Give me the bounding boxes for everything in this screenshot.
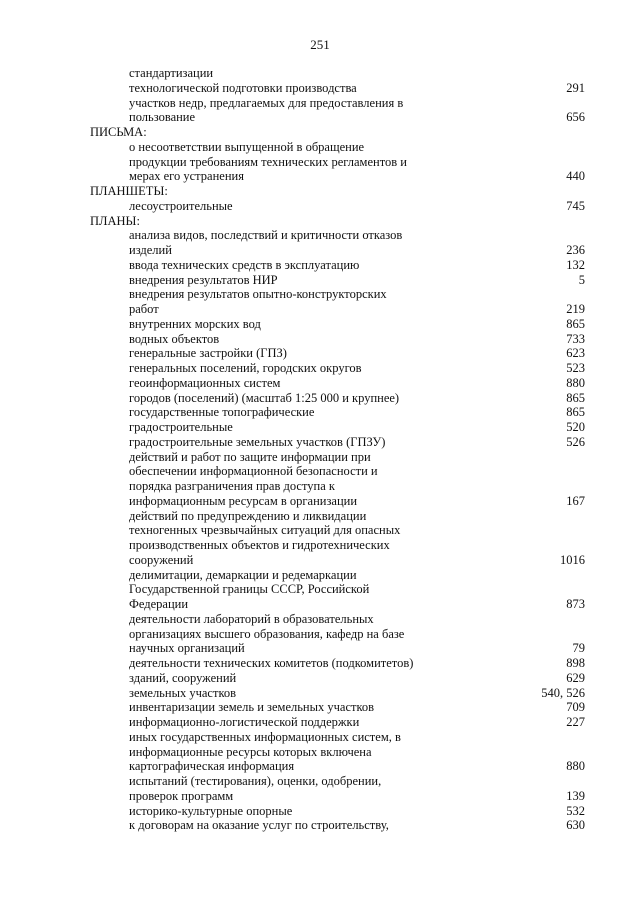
entry-page-number: 291: [566, 80, 585, 95]
entry-page-number: 5: [578, 272, 585, 287]
index-entry: [90, 582, 585, 597]
entry-text: инвентаризации земель и земельных участков: [129, 700, 375, 715]
entry-text: зданий, сооружений: [129, 670, 237, 685]
entry-text: деятельности лабораторий в образовательных: [129, 611, 374, 626]
entry-page-number: 540, 526: [541, 685, 585, 700]
index-list: [90, 66, 585, 833]
index-entry: [90, 346, 585, 361]
index-entry: [90, 553, 585, 568]
entry-page-number: 227: [566, 715, 585, 729]
entry-page-number: 880: [566, 375, 585, 390]
entry-text: лесоустроительные: [129, 198, 233, 213]
index-entry: [90, 405, 585, 420]
index-entry: [90, 169, 585, 184]
entry-text: деятельности технических комитетов (подкомитетов): [129, 656, 414, 670]
entry-page-number: 630: [566, 818, 585, 833]
entry-page-number: 520: [566, 420, 585, 434]
entry-page-number: 865: [566, 316, 585, 331]
index-entry: [90, 140, 585, 155]
entry-text: Государственной границы СССР, Российской: [129, 582, 370, 597]
entry-page-number: 629: [566, 670, 585, 685]
index-entry: [90, 479, 585, 494]
index-entry: [90, 273, 585, 288]
entry-text: порядка разграничения прав доступа к: [129, 479, 335, 493]
entry-text: информационным ресурсам в организации: [129, 493, 358, 508]
entry-text: работ: [129, 302, 159, 316]
entry-text: делимитации, демаркации и редемаркации: [129, 567, 357, 582]
index-entry: [90, 96, 585, 111]
index-entry: [90, 228, 585, 243]
entry-text: организациях высшего образования, кафедр на базе: [129, 626, 405, 641]
index-entry: [90, 66, 585, 81]
entry-text: городов (поселений) (масштаб 1:25 000 и крупнее): [129, 390, 400, 405]
index-entry: [90, 420, 585, 435]
index-entry: [90, 287, 585, 302]
entry-text: ПЛАНЫ:: [90, 213, 140, 228]
entry-text: техногенных чрезвычайных ситуаций для опасных: [129, 523, 401, 538]
index-entry: [90, 391, 585, 406]
entry-text: изделий: [129, 243, 172, 257]
index-entry: [90, 464, 585, 479]
entry-text: технологической подготовки производства: [129, 80, 357, 95]
index-heading: [90, 214, 585, 229]
entry-text: анализа видов, последствий и критичности отказов: [129, 228, 403, 243]
entry-page-number: 709: [566, 700, 585, 715]
index-entry: [90, 258, 585, 273]
entry-text: действий по предупреждению и ликвидации: [129, 508, 367, 523]
entry-page-number: 532: [566, 803, 585, 818]
index-entry: [90, 700, 585, 715]
entry-page-number: 219: [566, 302, 585, 316]
index-entry: [90, 641, 585, 656]
index-entry: [90, 361, 585, 376]
entry-text: ПЛАНШЕТЫ:: [90, 184, 168, 198]
entry-page-number: 236: [566, 243, 585, 257]
page-number: 251: [310, 37, 330, 52]
entry-text: геоинформационных систем: [129, 375, 281, 390]
index-entry: [90, 818, 585, 833]
entry-page-number: 656: [566, 110, 585, 125]
entry-page-number: 745: [566, 198, 585, 213]
index-entry: [90, 656, 585, 671]
index-entry: [90, 804, 585, 819]
index-entry: [90, 81, 585, 96]
entry-page-number: 880: [566, 759, 585, 774]
entry-text: информационные ресурсы которых включена: [129, 744, 372, 759]
entry-text: водных объектов: [129, 331, 220, 346]
entry-text: о несоответствии выпущенной в обращение: [129, 139, 365, 154]
entry-text: производственных объектов и гидротехнических: [129, 538, 390, 552]
entry-text: внедрения результатов НИР: [129, 272, 278, 287]
index-entry: [90, 199, 585, 214]
entry-page-number: 440: [566, 169, 585, 184]
entry-text: историко-культурные опорные: [129, 803, 293, 818]
index-entry: [90, 450, 585, 465]
index-entry: [90, 523, 585, 538]
index-entry: [90, 317, 585, 332]
entry-page-number: 873: [566, 597, 585, 611]
index-entry: [90, 774, 585, 789]
index-entry: [90, 671, 585, 686]
entry-page-number: 623: [566, 346, 585, 361]
index-heading: [90, 125, 585, 140]
entry-text: градостроительные: [129, 420, 233, 434]
entry-page-number: 132: [566, 257, 585, 272]
index-entry: [90, 155, 585, 170]
entry-page-number: 865: [566, 405, 585, 420]
entry-text: научных организаций: [129, 641, 245, 656]
entry-text: действий и работ по защите информации при: [129, 449, 371, 464]
entry-text: ПИСЬМА:: [90, 125, 147, 139]
entry-text: участков недр, предлагаемых для предоставления в: [129, 95, 404, 110]
entry-text: Федерации: [129, 597, 189, 611]
entry-text: испытаний (тестирования), оценки, одобрении,: [129, 774, 382, 788]
entry-page-number: 733: [566, 331, 585, 346]
entry-page-number: 79: [572, 641, 585, 656]
entry-page-number: 898: [566, 656, 585, 670]
entry-text: градостроительные земельных участков (ГПЗУ): [129, 434, 386, 449]
entry-text: генеральные застройки (ГПЗ): [129, 346, 287, 361]
entry-text: мерах его устранения: [129, 169, 244, 184]
entry-text: стандартизации: [129, 66, 214, 80]
entry-text: иных государственных информационных систем, в: [129, 729, 401, 744]
index-entry: [90, 686, 585, 701]
entry-text: к договорам на оказание услуг по строительству,: [129, 818, 389, 833]
index-entry: [90, 627, 585, 642]
index-entry: [90, 332, 585, 347]
entry-text: сооружений: [129, 552, 194, 567]
index-entry: [90, 376, 585, 391]
entry-text: ввода технических средств в эксплуатацию: [129, 257, 360, 272]
entry-page-number: 1016: [560, 552, 585, 567]
index-entry: [90, 494, 585, 509]
entry-text: продукции требованиям технических регламентов и: [129, 154, 407, 169]
entry-page-number: 865: [566, 390, 585, 405]
entry-page-number: 139: [566, 788, 585, 803]
index-entry: [90, 243, 585, 258]
entry-text: внутренних морских вод: [129, 316, 261, 331]
entry-text: земельных участков: [129, 685, 237, 700]
index-entry: [90, 435, 585, 450]
entry-page-number: 523: [566, 361, 585, 375]
entry-text: внедрения результатов опытно-конструкторских: [129, 287, 387, 302]
index-heading: [90, 184, 585, 199]
index-entry: [90, 110, 585, 125]
entry-text: проверок программ: [129, 788, 234, 803]
entry-text: информационно-логистической поддержки: [129, 715, 360, 729]
entry-text: картографическая информация: [129, 759, 295, 774]
entry-text: обеспечении информационной безопасности и: [129, 464, 378, 479]
entry-page-number: 167: [566, 493, 585, 508]
index-entry: [90, 568, 585, 583]
entry-text: пользование: [129, 110, 196, 125]
entry-text: государственные топографические: [129, 405, 315, 420]
index-entry: [90, 538, 585, 553]
index-entry: [90, 745, 585, 760]
index-entry: [90, 789, 585, 804]
index-entry: [90, 759, 585, 774]
index-entry: [90, 597, 585, 612]
entry-page-number: 526: [566, 434, 585, 449]
index-entry: [90, 509, 585, 524]
index-entry: [90, 730, 585, 745]
index-entry: [90, 715, 585, 730]
entry-text: генеральных поселений, городских округов: [129, 361, 362, 375]
index-entry: [90, 302, 585, 317]
index-entry: [90, 612, 585, 627]
